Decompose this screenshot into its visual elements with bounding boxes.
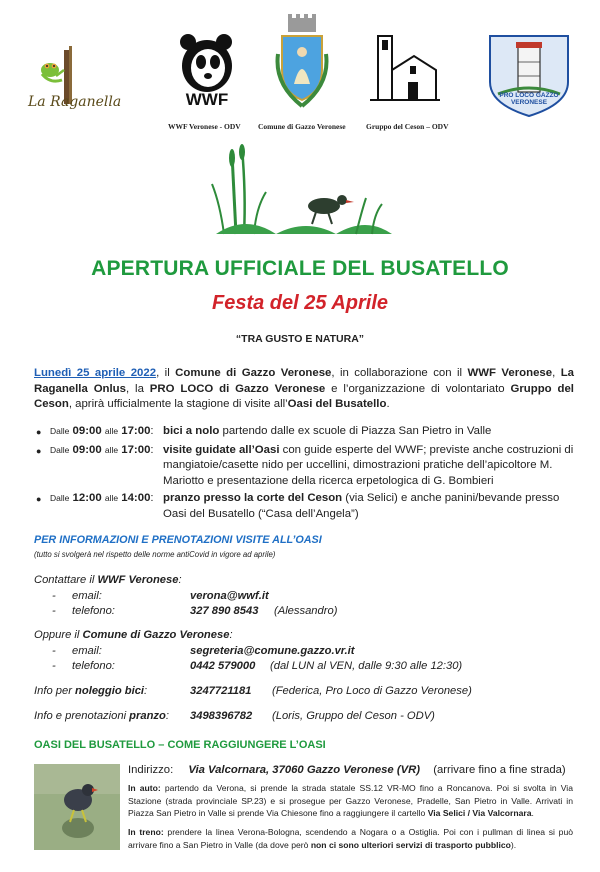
bullet-icon: ● (36, 427, 42, 437)
program-list (36, 424, 576, 524)
moorhen-photo-icon (34, 764, 120, 850)
wwf-contact-heading: Contattare il WWF Veronese: (34, 574, 182, 586)
bici-phone[interactable]: 3247721181 (190, 685, 252, 697)
wwf-logo (178, 32, 236, 108)
bici-info-row: Info per noleggio bici: 3247721181 (Federica, Pro Loco di Gazzo Veronese) (34, 685, 472, 697)
tagline: “TRA GUSTO E NATURA” (235, 333, 365, 345)
program-item: ● Dalle 12:00 alle 14:00: pranzo presso la corte del Ceson (via Selici) e anche panini/bevande presso Oasi del Busatello (“Casa dell’Angela”) (36, 491, 576, 522)
bullet-icon: ● (36, 445, 42, 456)
wwf-email-row: - email: verona@wwf.it (52, 590, 269, 602)
wwf-logo-text: WWF (185, 90, 229, 109)
program-item: ● Dalle 09:00 alle 17:00: bici a nolo partendo dalle ex scuole di Piazza San Pietro in Valle (36, 424, 576, 441)
event-date: Lunedì 25 aprile 2022 (34, 367, 157, 379)
comune-email[interactable]: segreteria@comune.gazzo.vr.it (190, 645, 355, 657)
moorhen-photo (34, 764, 120, 850)
proloco-logo (484, 32, 574, 118)
comune-crest (274, 14, 330, 112)
covid-note: (tutto si svolgerà nel rispetto delle norme antiCovid in vigore ad aprile) (34, 550, 276, 559)
directions-car: In auto: partendo da Verona, si prende la strada statale SS.12 VR-MO fino a Roncanova. Poi si svolta in Via Stazione (strada provinciale SP.23) e si prosegue per Gazzo Veronese, Pradelle, San Pietro in Valle. Arrivati in Piazza San Pietro in Valle si prende Via Chiesone fino a raggiungere il cartello Via Selici / Via Valcornara. (128, 783, 573, 819)
raganella-logo (28, 44, 158, 114)
panda-icon (178, 32, 236, 94)
wwf-phone-row: - telefono: 327 890 8543 (Alessandro) (52, 605, 338, 617)
comune-phone-row: - telefono: 0442 579000 (dal LUN al VEN, dalle 9:30 alle 12:30) (52, 660, 463, 672)
moorhen-reeds-icon (206, 144, 396, 238)
wwf-phone[interactable]: 327 890 8543 (190, 605, 259, 617)
intro-paragraph: Lunedì 25 aprile 2022, il Comune di Gazzo Veronese, in collaborazione con il WWF Veronese, La Raganella Onlus, la PRO LOCO di Gazzo Veronese e l’organizzazione di volontariato Gruppo del Ceson, aprirà ufficialmente la stagione di visite all’Oasi del Busatello. (34, 367, 574, 410)
pranzo-phone[interactable]: 3498396782 (190, 710, 253, 722)
oasi-heading: OASI DEL BUSATELLO – COME RAGGIUNGERE L’OASI (34, 739, 326, 751)
comune-phone[interactable]: 0442 579000 (190, 660, 256, 672)
program-item: ● Dalle 09:00 alle 17:00: visite guidate all’Oasi con guide esperte del WWF; previste anche costruzioni di mangiatoie/casette nido per uccellini, dimostrazioni pratiche dell’apicoltore M. Mariotto e presentazione della ricerca erpetologica di G. Bombieri (36, 443, 576, 490)
caption-comune: Comune di Gazzo Veronese (258, 122, 346, 131)
ceson-logo (370, 30, 440, 108)
church-icon (370, 30, 440, 108)
coat-of-arms-icon (274, 14, 330, 112)
bullet-icon: ● (36, 494, 42, 504)
directions-train: In treno: prendere la linea Verona-Bologna, scendendo a Nogara o a Ostiglia. Poi con i pullman di linea si può arrivare fino a San Pietro in Valle (da dove però non ci sono ulteriori servizi di trasporto pubblico). (128, 827, 573, 850)
caption-ceson: Gruppo del Ceson – ODV (366, 122, 449, 131)
wwf-email[interactable]: verona@wwf.it (190, 590, 269, 602)
address-value: Via Valcornara, 37060 Gazzo Veronese (VR) (188, 764, 421, 776)
caption-wwf: WWF Veronese - ODV (168, 122, 241, 131)
info-heading: PER INFORMAZIONI E PRENOTAZIONI VISITE ALL’OASI (34, 534, 322, 546)
page-subtitle: Festa del 25 Aprile (212, 292, 388, 314)
proloco-logo-text: PRO LOCO GAZZO VERONESE (499, 92, 559, 106)
page-title: APERTURA UFFICIALE DEL BUSATELLO (91, 257, 509, 280)
address-row: Indirizzo: Via Valcornara, 37060 Gazzo Veronese (VR) (arrivare fino a fine strada) (128, 764, 566, 776)
pranzo-info-row: Info e prenotazioni pranzo: 3498396782 (Loris, Gruppo del Ceson - ODV) (34, 710, 435, 722)
marsh-illustration (206, 144, 396, 238)
comune-contact-heading: Oppure il Comune di Gazzo Veronese: (34, 629, 233, 641)
raganella-logo-text: La Raganella (28, 94, 122, 110)
comune-email-row: - email: segreteria@comune.gazzo.vr.it (52, 645, 355, 657)
